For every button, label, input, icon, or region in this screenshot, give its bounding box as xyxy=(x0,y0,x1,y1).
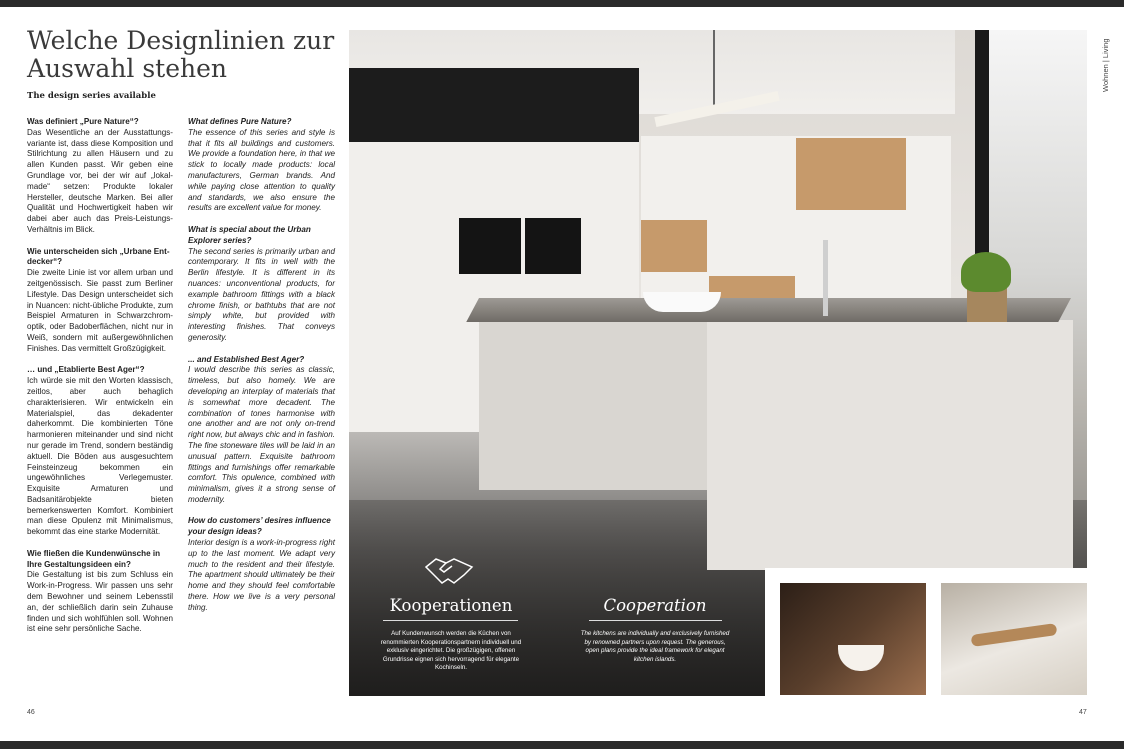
baking-photo xyxy=(941,583,1087,695)
question-heading: What is special about the Urban Explorer series? xyxy=(188,224,311,245)
answer-paragraph: The essence of this series and style is that it fits all buildings and customers. We provide a foundation here, in that we stick to locally made products: local manufacturers, German brands. And while paying close attention to quality and standards, we also ensure the results are excellent value for money. xyxy=(188,127,335,213)
question-heading: Wie fließen die Kundenwünsche in Ihre Gestaltungsideen ein? xyxy=(27,548,161,569)
handshake-icon xyxy=(424,553,474,589)
section-label xyxy=(1101,32,1113,92)
answer-paragraph: Ich würde sie mit den Worten klassisch, zeitlos, aber auch behaglich charakterisieren. Wir entwickeln ein Materialspiel, das dekadenter daherkommt. Die kombinierten Töne harmonieren miteinander und sind nicht nur gerade im Trend, sondern beständig aktuell. Die Böden aus ausgesuchtem Feinsteinzeug bekommen ein ungewöhnliches Verlegemuster. Exquisite Armaturen und Badsanitärobjekte bieten bemerkenswerten Komfort. Kombiniert man diese Opulenz mit Minimalismus, bekommt das eine starke Modernität. xyxy=(27,376,173,537)
answer-paragraph: Die zweite Linie ist vor allem urban und zeitgenössisch. Sie passt zum Berliner Lifestyle. Das Design unterscheidet sich in Nuancen: nicht-übliche Produkte, zum Beispiel Armaturen in Schwarzchromoptik, oder Badoberflächen, nicht nur in Weiß, sondern mit außergewöhnlichen Finishes. Das vermittelt Großzügigkeit. xyxy=(27,268,173,353)
top-bar xyxy=(0,0,1124,7)
question-heading: … und „Etablierte Best Ager“? xyxy=(27,365,145,375)
divider xyxy=(383,620,518,621)
lamp-rod xyxy=(713,30,715,110)
coffee-photo xyxy=(780,583,926,695)
cooperation-title-de: Kooperationen xyxy=(389,596,513,615)
rolling-pin xyxy=(971,623,1058,647)
wood-shelf xyxy=(796,138,906,210)
island-front xyxy=(479,304,709,490)
answer-paragraph: The second series is primarily urban and contemporary. It fits in well with the Berlin lifestyle. It is different in its nuances: unconventional products, for example bathroom fittings with a black chrome finish, or bathtubs that are not simply white, but provided with interesting finishes. That conveys generosity. xyxy=(188,246,335,342)
oven xyxy=(525,218,581,274)
answer-paragraph: Interior design is a work-in-progress right up to the last moment. We adapt very much to the resident and their lifestyle. The apartment should ultimately be their home and they should feel comfortable there. How we live is a very personal thing. xyxy=(188,538,335,612)
question-heading: Wie unterscheiden sich „Urbane Entdecker“? xyxy=(27,246,170,267)
oven xyxy=(459,218,521,274)
german-column xyxy=(27,117,173,646)
wood-shelf xyxy=(641,220,707,272)
section-label-text: Wohnen | Living xyxy=(1101,38,1110,92)
question-heading: How do customers’ desires influence your design ideas? xyxy=(188,516,331,537)
answer-paragraph: Das Wesentliche an der Ausstattungsvariante ist, dass diese Komposition und Stilrichtung zu allen Häusern und zu allen Kunden passt. Wir geben eine Grundlage vor, bei der wir auf „lokal-made“ setzen: Produkte lokaler Hersteller, deutsche Marken. Bei aller Qualität und Hochwertigkeit haben wir dabei aber auch das Preis-Leistungs-Verhältnis im Blick. xyxy=(27,127,173,234)
coffee-cup xyxy=(838,645,884,671)
cooperation-text-de: Auf Kundenwunsch werden die Küchen von renommierten Kooperationspartnern individuell und exklusiv eingerichtet. Die großzügigen, offenen Grundrisse eignen sich hervorragend für elegante Kochinseln. xyxy=(380,630,522,671)
question-heading: Was definiert „Pure Nature“? xyxy=(27,117,139,126)
cooperation-title-en: Cooperation xyxy=(603,596,707,615)
page-subtitle: The design series available xyxy=(27,91,156,101)
plant xyxy=(961,252,1011,292)
divider xyxy=(589,620,722,621)
answer-paragraph: Die Gestaltung ist bis zum Schluss ein Work-in-Progress. Wir passen uns sehr dem Bewohner und seinem Lebensstil an, der schließlich darin sein Zuhause finden und sich wohlfühlen soll. Wohnen ist eine sehr persönliche Sache. xyxy=(27,570,173,634)
cooperation-text-en: The kitchens are individually and exclusively furnished by renowned partners upon request. The generous, open plans provide the ideal framework for elegant kitchen islands. xyxy=(580,630,730,663)
page-title: Welche Designlinien zur Auswahl stehen xyxy=(27,26,335,83)
english-column xyxy=(188,117,335,624)
faucet xyxy=(823,240,828,316)
question-heading: What defines Pure Nature? xyxy=(188,117,292,126)
page-number-left: 46 xyxy=(27,709,35,716)
question-heading: ... and Established Best Ager? xyxy=(188,354,305,364)
bowl xyxy=(643,292,721,312)
answer-paragraph: I would describe this series as classic, timeless, but also homely. We are developing an interplay of materials that is somewhat more decadent. The combination of tones harmonise with one another and are not only on-trend right now, but always chic and in fashion. The fine stoneware tiles will be laid in an unusual pattern. Exquisite bathroom fittings and furnishings offer remarkable comfort. This opulence, combined with minimalism, gives it a strong sense of modernity. xyxy=(188,365,335,504)
island-side xyxy=(707,320,1073,570)
page-number-right: 47 xyxy=(1079,709,1087,716)
bottom-bar xyxy=(0,741,1124,749)
